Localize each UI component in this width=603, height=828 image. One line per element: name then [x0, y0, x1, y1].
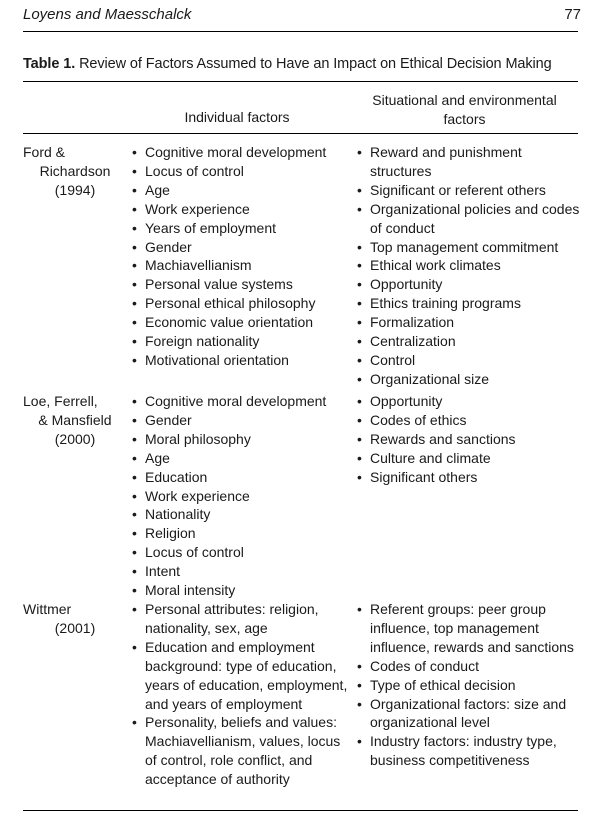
- list-item: • Significant or referent others: [357, 181, 582, 200]
- list-item: • Gender: [132, 238, 354, 257]
- list-item: • Codes of conduct: [357, 657, 582, 676]
- running-head-authors: Loyens and Maesschalck: [23, 6, 192, 23]
- study-cell: [23, 143, 127, 200]
- list-item: • Control: [357, 351, 582, 370]
- list-item: • Age: [132, 449, 354, 468]
- list-item: • Organizational factors: size and organizational level: [357, 695, 582, 733]
- table-label: Table 1.: [23, 56, 76, 72]
- table-caption: [23, 56, 583, 72]
- header-rule: [23, 31, 578, 32]
- list-item: • Machiavellianism: [132, 256, 354, 275]
- table-title: Review of Factors Assumed to Have an Impact on Ethical Decision Making: [79, 56, 552, 72]
- list-item: • Type of ethical decision: [357, 676, 582, 695]
- table-header: [23, 82, 578, 133]
- list-item: • Years of employment: [132, 219, 354, 238]
- header-situational-factors: Situational and environmental factors: [372, 92, 557, 127]
- list-item: • Centralization: [357, 332, 582, 351]
- list-item: • Work experience: [132, 487, 354, 506]
- list-item: • Foreign nationality: [132, 332, 354, 351]
- study-line: (2001): [54, 620, 96, 636]
- list-item: • Education and employment background: type of education, years of education, employment, and years of employment: [132, 638, 354, 714]
- study-line: Wittmer: [23, 601, 72, 617]
- list-item: • Cognitive moral development: [132, 392, 354, 411]
- situational-factors-list: [357, 143, 582, 389]
- individual-factors-list: [132, 600, 354, 789]
- list-item: • Intent: [132, 562, 354, 581]
- table-header-rule: [23, 133, 578, 134]
- list-item: • Personal ethical philosophy: [132, 294, 354, 313]
- list-item: • Education: [132, 468, 354, 487]
- page-number: 77: [564, 6, 581, 23]
- list-item: • Locus of control: [132, 543, 354, 562]
- list-item: • Rewards and sanctions: [357, 430, 582, 449]
- list-item: • Economic value orientation: [132, 313, 354, 332]
- running-head: [23, 6, 581, 28]
- individual-factors-list: [132, 143, 354, 370]
- list-item: • Moral intensity: [132, 581, 354, 600]
- list-item: • Ethical work climates: [357, 256, 582, 275]
- list-item: • Organizational policies and codes of conduct: [357, 200, 582, 238]
- study-line: & Mansfield: [38, 412, 112, 428]
- list-item: • Personal value systems: [132, 275, 354, 294]
- list-item: • Top management commitment: [357, 238, 582, 257]
- study-line: Richardson: [39, 163, 111, 179]
- list-item: • Referent groups: peer group influence, top management influence, rewards and sanctions: [357, 600, 582, 657]
- header-individual-factors: Individual factors: [184, 109, 290, 125]
- list-item: • Nationality: [132, 505, 354, 524]
- list-item: • Significant others: [357, 468, 582, 487]
- list-item: • Ethics training programs: [357, 294, 582, 313]
- study-line: Ford &: [23, 144, 66, 160]
- list-item: • Personal attributes: religion, nationality, sex, age: [132, 600, 354, 638]
- table-bottom-rule: [23, 810, 578, 811]
- study-line: (2000): [54, 431, 96, 447]
- list-item: • Reward and punishment structures: [357, 143, 582, 181]
- list-item: • Opportunity: [357, 275, 582, 294]
- list-item: • Culture and climate: [357, 449, 582, 468]
- list-item: • Motivational orientation: [132, 351, 354, 370]
- table-row: [23, 392, 578, 600]
- study-line: (1994): [54, 182, 96, 198]
- study-line: Loe, Ferrell,: [23, 393, 98, 409]
- list-item: • Religion: [132, 524, 354, 543]
- situational-factors-list: [357, 392, 582, 487]
- list-item: • Industry factors: industry type, business competitiveness: [357, 732, 582, 770]
- list-item: • Moral philosophy: [132, 430, 354, 449]
- table-row: [23, 600, 578, 810]
- factors-table: [23, 81, 578, 811]
- table-row: [23, 143, 578, 392]
- list-item: • Gender: [132, 411, 354, 430]
- list-item: • Opportunity: [357, 392, 582, 411]
- individual-factors-list: [132, 392, 354, 600]
- list-item: • Locus of control: [132, 162, 354, 181]
- list-item: • Personality, beliefs and values: Machiavellianism, values, locus of control, role conflict, and acceptance of authority: [132, 713, 354, 789]
- list-item: • Age: [132, 181, 354, 200]
- study-cell: [23, 392, 127, 449]
- list-item: • Work experience: [132, 200, 354, 219]
- situational-factors-list: [357, 600, 582, 770]
- list-item: • Organizational size: [357, 370, 582, 389]
- study-cell: [23, 600, 127, 638]
- list-item: • Formalization: [357, 313, 582, 332]
- list-item: • Codes of ethics: [357, 411, 582, 430]
- list-item: • Cognitive moral development: [132, 143, 354, 162]
